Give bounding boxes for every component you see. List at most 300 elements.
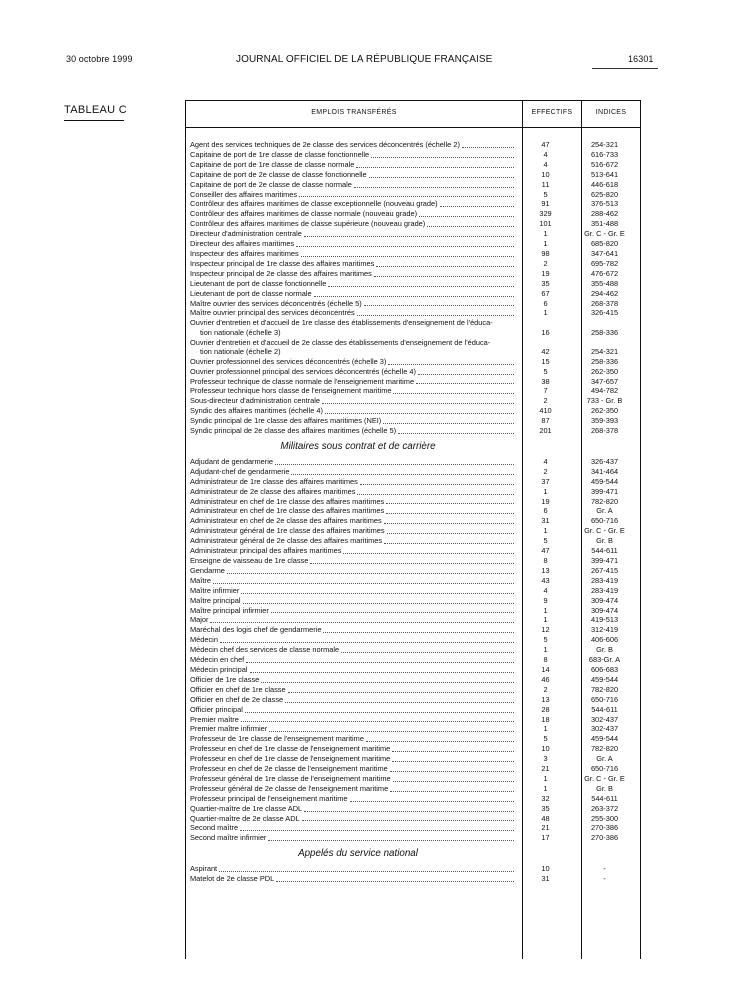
row-effectifs: 7 [543,386,548,396]
row-label-text: Second maître infirmier [190,833,267,843]
row-label-text: Contrôleur des affaires maritimes de classe exceptionnelle (nouveau grade) [190,199,438,209]
row-effectifs: 6 [543,298,548,308]
row-effectifs: 38 [541,376,550,386]
table-row [190,357,640,367]
row-effectifs: 2 [543,396,548,406]
row-label [190,467,516,477]
dot-leader [384,523,514,524]
row-effectifs: 5 [543,366,548,376]
row-label-text: Maître principal infirmier [190,605,269,615]
dot-leader [384,543,514,544]
table-row [190,506,640,516]
row-label [190,566,516,576]
dot-leader [357,494,514,495]
dot-leader [462,147,514,148]
row-indices: 399-471 [590,486,619,496]
row-label-text: Matelot de 2e classe PDL [190,874,275,884]
row-label-text: Maître infirmier [190,585,240,595]
row-indices: 268-378 [590,298,619,308]
dot-leader [386,513,514,514]
table-row [190,635,640,645]
dot-leader [299,196,514,197]
row-label-text: Contrôleur des affaires maritimes de classe supérieure (nouveau grade) [190,219,426,229]
transfer-table [185,100,641,959]
row-effectifs: 101 [539,219,552,229]
table-row [190,526,640,536]
row-effectifs: 2 [543,258,548,268]
table-row [190,606,640,616]
table-row [190,665,640,675]
table-row [190,367,640,377]
row-indices: 270-386 [590,823,619,833]
table-row [190,477,640,487]
row-label-text: Syndic principal de 2e classe des affaires maritimes (échelle 5) [190,426,397,436]
dot-leader [371,157,514,158]
row-label [190,477,516,487]
row-label [190,724,516,734]
row-label-text: Syndic principal de 1re classe des affaires maritimes (NEI) [190,416,382,426]
header-row-rule [186,127,640,128]
row-label-text: Officier de 1re classe [190,674,260,684]
row-indices: 267-415 [590,565,619,575]
row-label [190,180,516,190]
dot-leader [416,383,514,384]
row-indices: 309-474 [590,605,619,615]
dot-leader [291,474,514,475]
row-label-text: Adjudant de gendarmerie [190,456,273,466]
row-indices: 650-716 [590,694,619,704]
dot-leader [243,603,514,604]
table-row [190,655,640,665]
dot-leader [354,187,514,188]
table-row [190,229,640,239]
dot-leader [390,771,514,772]
table-row [190,784,640,794]
row-indices: 341-464 [590,466,619,476]
row-indices: 263-372 [590,803,619,813]
dot-leader [357,315,514,316]
table-row [190,426,640,436]
table-row [190,715,640,725]
table-row [190,536,640,546]
row-effectifs: 35 [541,803,550,813]
table-row [190,874,640,884]
table-row [190,823,640,833]
row-label [190,229,516,239]
row-label-continuation: tion nationale (échelle 2) [200,347,281,357]
table-row [190,160,640,170]
row-label-text: Enseigne de vaisseau de 1re classe [190,556,309,565]
row-indices: 288-462 [590,209,619,219]
row-indices: 459-544 [590,476,619,486]
dot-leader [387,533,514,534]
row-label [190,774,516,784]
row-label [190,715,516,725]
row-effectifs: 32 [541,793,550,803]
row-effectifs: 4 [543,149,548,159]
row-effectifs: 28 [541,704,550,714]
table-row [190,150,640,160]
row-label [190,695,516,705]
row-label [190,506,516,516]
row-effectifs: 8 [543,655,548,665]
row-effectifs: 201 [539,426,552,436]
row-indices: 459-544 [590,734,619,744]
row-effectifs: 1 [543,773,548,783]
row-label [190,279,516,289]
dot-leader [268,840,514,841]
dot-leader [302,820,514,821]
row-effectifs: 18 [541,714,550,724]
row-label-text: Officier en chef de 1re classe [190,684,286,694]
row-label-text: Agent des services techniques de 2e classe des services déconcentrés (échelle 2) [190,140,460,149]
row-label [190,576,516,586]
row-label-text: Lieutenant de port de classe normale [190,288,312,298]
row-indices: 309-474 [590,595,619,605]
row-label-text: Professeur de 1re classe de l'enseignement maritime [190,734,364,744]
row-indices: 326-437 [590,456,619,466]
table-row [190,259,640,269]
dot-leader [369,177,514,178]
dot-leader [245,712,514,713]
row-effectifs: 1 [543,239,548,249]
row-indices: 606-683 [590,664,619,674]
row-label-text: Conseiller des affaires maritimes [190,189,298,199]
row-effectifs: 35 [541,278,550,288]
row-label-text: Administrateur en chef de 1re classe des affaires maritimes [190,506,385,516]
dot-leader [350,801,514,802]
row-label-text: Administrateur général de 2e classe des affaires maritimes [190,536,383,546]
row-label [190,625,516,635]
table-row [190,764,640,774]
row-indices: 695-782 [590,258,619,268]
row-label-text: Premier maître [190,714,239,724]
section-heading: Appelés du service national [298,848,418,860]
row-indices: 782-820 [590,744,619,754]
dot-leader [269,731,514,732]
row-label-text: Lieutenant de port de classe fonctionnelle [190,278,327,288]
table-row [190,170,640,180]
row-indices: 782-820 [590,496,619,506]
dot-leader [356,167,514,168]
row-label [190,784,516,794]
table-row [190,754,640,764]
row-effectifs: 13 [541,565,550,575]
table-row [190,497,640,507]
row-effectifs: 10 [541,744,550,754]
row-effectifs: 1 [543,645,548,655]
row-indices: Gr. A [596,506,613,516]
row-label-text: Professeur technique hors classe de l'enseignement maritime [190,386,392,396]
row-label-text: Maître ouvrier des services déconcentrés (échelle 5) [190,298,362,308]
dot-leader [241,721,514,722]
row-label [190,150,516,160]
row-label [190,338,516,357]
row-indices: 355-488 [590,278,619,288]
row-label-text: Administrateur de 1re classe des affaires maritimes [190,476,358,486]
table-row [190,289,640,299]
dot-leader [341,652,514,653]
row-effectifs: 4 [543,585,548,595]
row-label-text: Capitaine de port de 2e classe de classe normale [190,179,352,189]
row-label-text: Administrateur en chef de 1re classe des affaires maritimes [190,496,385,506]
dot-leader [393,781,514,782]
row-label-text: Contrôleur des affaires maritimes de classe normale (nouveau grade) [190,209,418,219]
dot-leader [366,741,514,742]
row-label-text: Ouvrier d'entretien et d'accueil de 2e classe des établissements d'enseignement de l'éduca- [190,337,491,347]
row-indices: 312-419 [590,625,619,635]
table-row [190,199,640,209]
table-row [190,180,640,190]
row-indices: Gr. C - Gr. E [584,773,625,783]
row-indices: 733 - Gr. B [586,396,623,406]
row-indices: 268-378 [590,426,619,436]
table-row [190,318,640,337]
row-label-text: Gendarme [190,565,225,575]
row-effectifs: 4 [543,456,548,466]
row-label-text: Professeur général de 1re classe de l'enseignement maritime [190,773,391,783]
row-indices: 650-716 [590,516,619,526]
row-effectifs: 3 [543,754,548,764]
row-label-text: Professeur en chef de 1re classe de l'enseignement maritime [190,754,391,764]
row-indices: 258-336 [590,327,619,337]
row-label [190,596,516,606]
row-label [190,864,516,874]
row-effectifs: 42 [541,346,550,356]
row-label [190,606,516,616]
row-label [190,487,516,497]
row-label-text: Médecin principal [190,664,248,674]
row-label-continuation: tion nationale (échelle 3) [200,327,281,337]
row-effectifs: 2 [543,466,548,476]
row-label-text: Officier principal [190,704,243,714]
row-effectifs: 1 [543,486,548,496]
row-label-text: Adjudant-chef de gendarmerie [190,466,290,476]
table-row [190,695,640,705]
row-effectifs: 5 [543,536,548,546]
row-label [190,396,516,406]
table-row [190,487,640,497]
row-indices: Gr. C - Gr. E [584,526,625,536]
table-row [190,239,640,249]
table-row [190,596,640,606]
row-label [190,804,516,814]
row-label [190,744,516,754]
row-indices: Gr. A [596,754,613,764]
row-indices: 406-606 [590,635,619,645]
row-label [190,615,516,625]
row-label-text: Ouvrier professionnel principal des services déconcentrés (échelle 4) [190,366,416,376]
dot-leader [219,871,514,872]
row-indices: Gr. B [596,783,613,793]
row-indices: Gr. C - Gr. E [584,229,625,239]
row-label [190,833,516,843]
row-indices: 459-544 [590,674,619,684]
dot-leader [304,236,514,237]
row-effectifs: 15 [541,356,550,366]
row-indices: - [603,864,606,874]
dot-leader [310,563,514,564]
row-indices: 255-300 [590,813,619,823]
row-indices: - [603,874,606,884]
row-effectifs: 31 [541,516,550,526]
table-row [190,386,640,396]
row-effectifs: 14 [541,664,550,674]
row-label-text: Médecin en chef [190,655,245,665]
column-header-indices: INDICES [595,109,627,116]
table-row [190,556,640,566]
row-label-text: Officier en chef de 2e classe [190,694,284,704]
row-effectifs: 19 [541,496,550,506]
dot-leader [220,642,514,643]
row-indices: 254-321 [590,346,619,356]
row-label [190,754,516,764]
column-header-emplois: EMPLOIS TRANSFÉRÉS [311,109,397,116]
row-label [190,635,516,645]
row-label [190,705,516,715]
row-effectifs: 37 [541,476,550,486]
dot-leader [398,433,514,434]
header-date: 30 octobre 1999 [66,54,133,64]
row-label [190,497,516,507]
row-effectifs: 1 [543,229,548,239]
row-indices: 258-336 [590,356,619,366]
row-indices: 544-611 [591,793,618,803]
row-effectifs: 410 [539,406,552,416]
row-label-text: Administrateur en chef de 2e classe des affaires maritimes [190,516,382,526]
row-label-text: Maître ouvrier principal des services déconcentrés [190,308,355,318]
row-effectifs: 1 [543,605,548,615]
dot-leader [261,682,514,683]
row-effectifs: 13 [541,694,550,704]
table-row [190,645,640,655]
row-label-text: Administrateur principal des affaires maritimes [190,546,342,556]
row-label [190,308,516,318]
table-row [190,467,640,477]
row-label [190,406,516,416]
row-label [190,249,516,259]
row-label-text: Inspecteur principal de 1re classe des affaires maritimes [190,258,375,268]
row-label [190,814,516,824]
dot-leader [386,503,514,504]
row-effectifs: 87 [541,416,550,426]
table-row [190,308,640,318]
row-effectifs: 98 [541,248,550,258]
row-effectifs: 11 [541,179,550,189]
header-rule [592,68,658,69]
table-row [190,774,640,784]
dot-leader [440,206,514,207]
row-indices: 616-733 [590,149,619,159]
row-label-text: Ouvrier d'entretien et d'accueil de 1re classe des établissements d'enseignement de l'éduca- [190,318,493,328]
row-effectifs: 5 [543,189,548,199]
row-label-text: Professeur en chef de 1re classe de l'enseignement maritime [190,744,391,754]
row-label-text: Professeur technique de classe normale de l'enseignement maritime [190,376,415,386]
row-indices: 516-672 [590,159,619,169]
table-row [190,625,640,635]
row-effectifs: 47 [541,140,550,149]
row-label [190,556,516,566]
row-indices: 544-611 [591,704,618,714]
row-label [190,794,516,804]
row-label [190,526,516,536]
dot-leader [241,593,514,594]
table-row [190,377,640,387]
dot-leader [390,791,514,792]
row-indices: 359-393 [590,416,619,426]
row-label-text: Major [190,615,209,625]
row-effectifs: 21 [541,823,550,833]
table-row [190,396,640,406]
row-label [190,734,516,744]
row-label [190,874,516,884]
row-effectifs: 67 [541,288,550,298]
row-label-text: Directeur d'administration centrale [190,229,302,239]
row-label-text: Administrateur de 2e classe des affaires maritimes [190,486,356,496]
dot-leader [383,423,514,424]
row-label [190,655,516,665]
row-effectifs: 6 [543,506,548,516]
row-indices: 683-Gr. A [588,655,621,665]
row-indices: Gr. B [596,536,613,546]
dot-leader [210,622,514,623]
row-indices: 625-820 [590,189,619,199]
table-row [190,279,640,289]
row-indices: 262-350 [590,366,619,376]
table-row [190,219,640,229]
dot-leader [314,296,514,297]
row-label-text: Inspecteur principal de 2e classe des affaires maritimes [190,268,372,278]
dot-leader [427,226,514,227]
dot-leader [376,266,514,267]
row-indices: 399-471 [590,556,619,565]
row-effectifs: 31 [541,874,550,884]
table-row [190,566,640,576]
table-row [190,586,640,596]
table-row [190,406,640,416]
table-row [190,190,640,200]
row-effectifs: 46 [541,674,550,684]
row-label-text: Quartier-maître de 1re classe ADL [190,803,303,813]
table-row [190,685,640,695]
table-row [190,416,640,426]
row-effectifs: 43 [541,575,550,585]
row-label-text: Aspirant [190,864,218,874]
dot-leader [418,374,514,375]
dot-leader [388,364,514,365]
row-label-text: Directeur des affaires maritimes [190,239,295,249]
row-effectifs: 329 [539,209,552,219]
row-label [190,457,516,467]
row-effectifs: 1 [543,308,548,318]
row-indices: 419-513 [590,615,619,625]
table-row [190,209,640,219]
row-label [190,516,516,526]
row-indices: 347-641 [590,248,619,258]
row-indices: Gr. B [596,645,613,655]
table-row [190,338,640,357]
row-indices: 544-611 [591,546,618,556]
dot-leader [288,692,514,693]
row-label [190,318,516,337]
row-label [190,665,516,675]
row-label [190,426,516,436]
row-label [190,259,516,269]
row-label [190,289,516,299]
row-label-text: Maître principal [190,595,241,605]
row-indices: 294-462 [590,288,619,298]
row-indices: 685-820 [590,239,619,249]
